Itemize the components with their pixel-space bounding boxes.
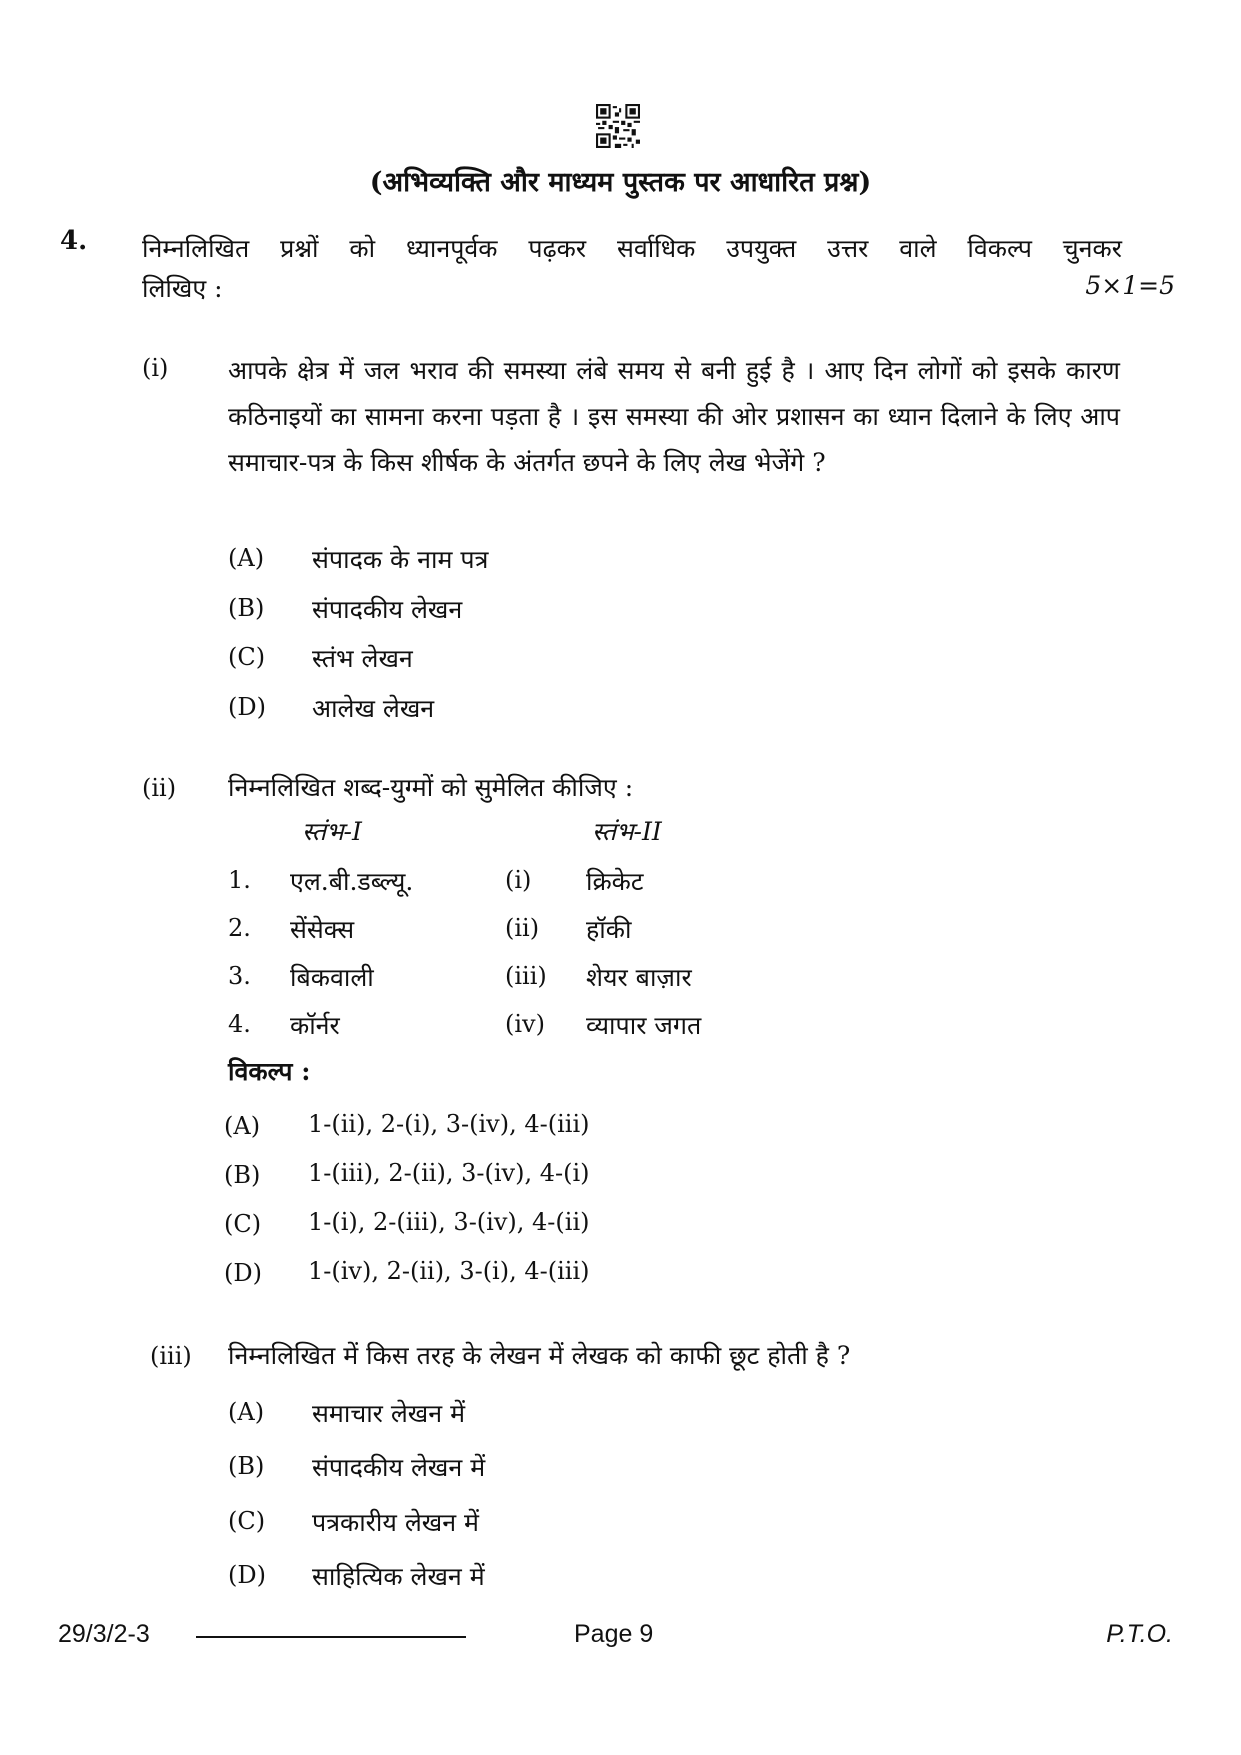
footer-rule	[196, 1636, 466, 1638]
subquestion-number-iii: (iii)	[150, 1342, 192, 1370]
match-row-roman: (iii)	[505, 962, 547, 990]
question-number: 4.	[60, 226, 88, 256]
match-value: क्रिकेट	[586, 867, 644, 896]
option-letter: (B)	[224, 1161, 261, 1189]
qr-code-icon	[596, 104, 640, 148]
match-term: बिकवाली	[290, 963, 374, 992]
option-text: 1-(iv), 2-(ii), 3-(i), 4-(iii)	[308, 1257, 590, 1285]
option-text: स्तंभ लेखन	[312, 644, 413, 673]
match-term: सेंसेक्स	[290, 915, 355, 944]
match-row-number: 4.	[228, 1010, 251, 1038]
option-letter: (D)	[224, 1259, 262, 1287]
match-row-roman: (ii)	[505, 914, 540, 942]
pto-label: P.T.O.	[1106, 1620, 1173, 1648]
subquestion-number-i: (i)	[142, 354, 169, 382]
option-letter: (D)	[228, 693, 266, 721]
option-letter: (A)	[228, 544, 265, 572]
options-label: विकल्प :	[228, 1057, 311, 1086]
option-letter: (D)	[228, 1561, 266, 1589]
match-row-roman: (i)	[505, 866, 532, 894]
option-text: समाचार लेखन में	[312, 1399, 466, 1428]
question-text-line2: लिखिए :	[142, 274, 223, 303]
match-row-roman: (iv)	[505, 1010, 545, 1038]
match-value: शेयर बाज़ार	[586, 963, 692, 992]
subquestion-text-i: आपके क्षेत्र में जल भराव की समस्या लंबे समय से बनी हुई है । आए दिन लोगों को इसके कारण कठिनाइयों का सामना करना पड़ता है । इस समस्या की ओर प्रशासन का ध्यान दिलाने के लिए आप समाचार-पत्र के किस शीर्षक के अंतर्गत छपने के लिए लेख भेजेंगे ?	[228, 356, 1120, 477]
option-text: आलेख लेखन	[312, 694, 435, 723]
match-value: व्यापार जगत	[586, 1011, 702, 1040]
match-term: कॉर्नर	[290, 1011, 340, 1040]
option-letter: (C)	[224, 1210, 262, 1238]
option-letter: (B)	[228, 1452, 265, 1480]
option-letter: (C)	[228, 643, 266, 671]
option-text: पत्रकारीय लेखन में	[312, 1508, 479, 1537]
option-text: 1-(ii), 2-(i), 3-(iv), 4-(iii)	[308, 1110, 590, 1138]
subquestion-text-iii: निम्नलिखित में किस तरह के लेखन में लेखक को काफी छूट होती है ?	[228, 1341, 851, 1370]
column-2-heading: स्तंभ-II	[592, 817, 662, 846]
match-row-number: 2.	[228, 914, 251, 942]
paper-code: 29/3/2-3	[58, 1620, 150, 1648]
match-row-number: 1.	[228, 866, 251, 894]
question-text-line1: निम्नलिखित प्रश्नों को ध्यानपूर्वक पढ़कर सर्वाधिक उपयुक्त उत्तर वाले विकल्प चुनकर	[142, 234, 1122, 263]
option-text: 1-(i), 2-(iii), 3-(iv), 4-(ii)	[308, 1208, 590, 1236]
option-letter: (A)	[228, 1398, 265, 1426]
option-letter: (A)	[224, 1112, 261, 1140]
match-value: हॉकी	[586, 915, 632, 944]
match-term: एल.बी.डब्ल्यू.	[290, 867, 414, 896]
option-text: साहित्यिक लेखन में	[312, 1562, 485, 1591]
option-text: संपादकीय लेखन	[312, 595, 463, 624]
option-text: 1-(iii), 2-(ii), 3-(iv), 4-(i)	[308, 1159, 590, 1187]
subquestion-number-ii: (ii)	[142, 774, 177, 802]
option-text: संपादकीय लेखन में	[312, 1453, 486, 1482]
option-letter: (C)	[228, 1507, 266, 1535]
column-1-heading: स्तंभ-I	[302, 817, 362, 846]
section-heading: (अभिव्यक्ति और माध्यम पुस्तक पर आधारित प्रश्न)	[369, 167, 872, 198]
option-text: संपादक के नाम पत्र	[312, 545, 489, 574]
page-number: Page 9	[574, 1620, 654, 1648]
question-marks: 5×1=5	[1085, 271, 1175, 300]
match-row-number: 3.	[228, 962, 251, 990]
option-letter: (B)	[228, 594, 265, 622]
subquestion-text-ii: निम्नलिखित शब्द-युग्मों को सुमेलित कीजिए :	[228, 773, 634, 802]
